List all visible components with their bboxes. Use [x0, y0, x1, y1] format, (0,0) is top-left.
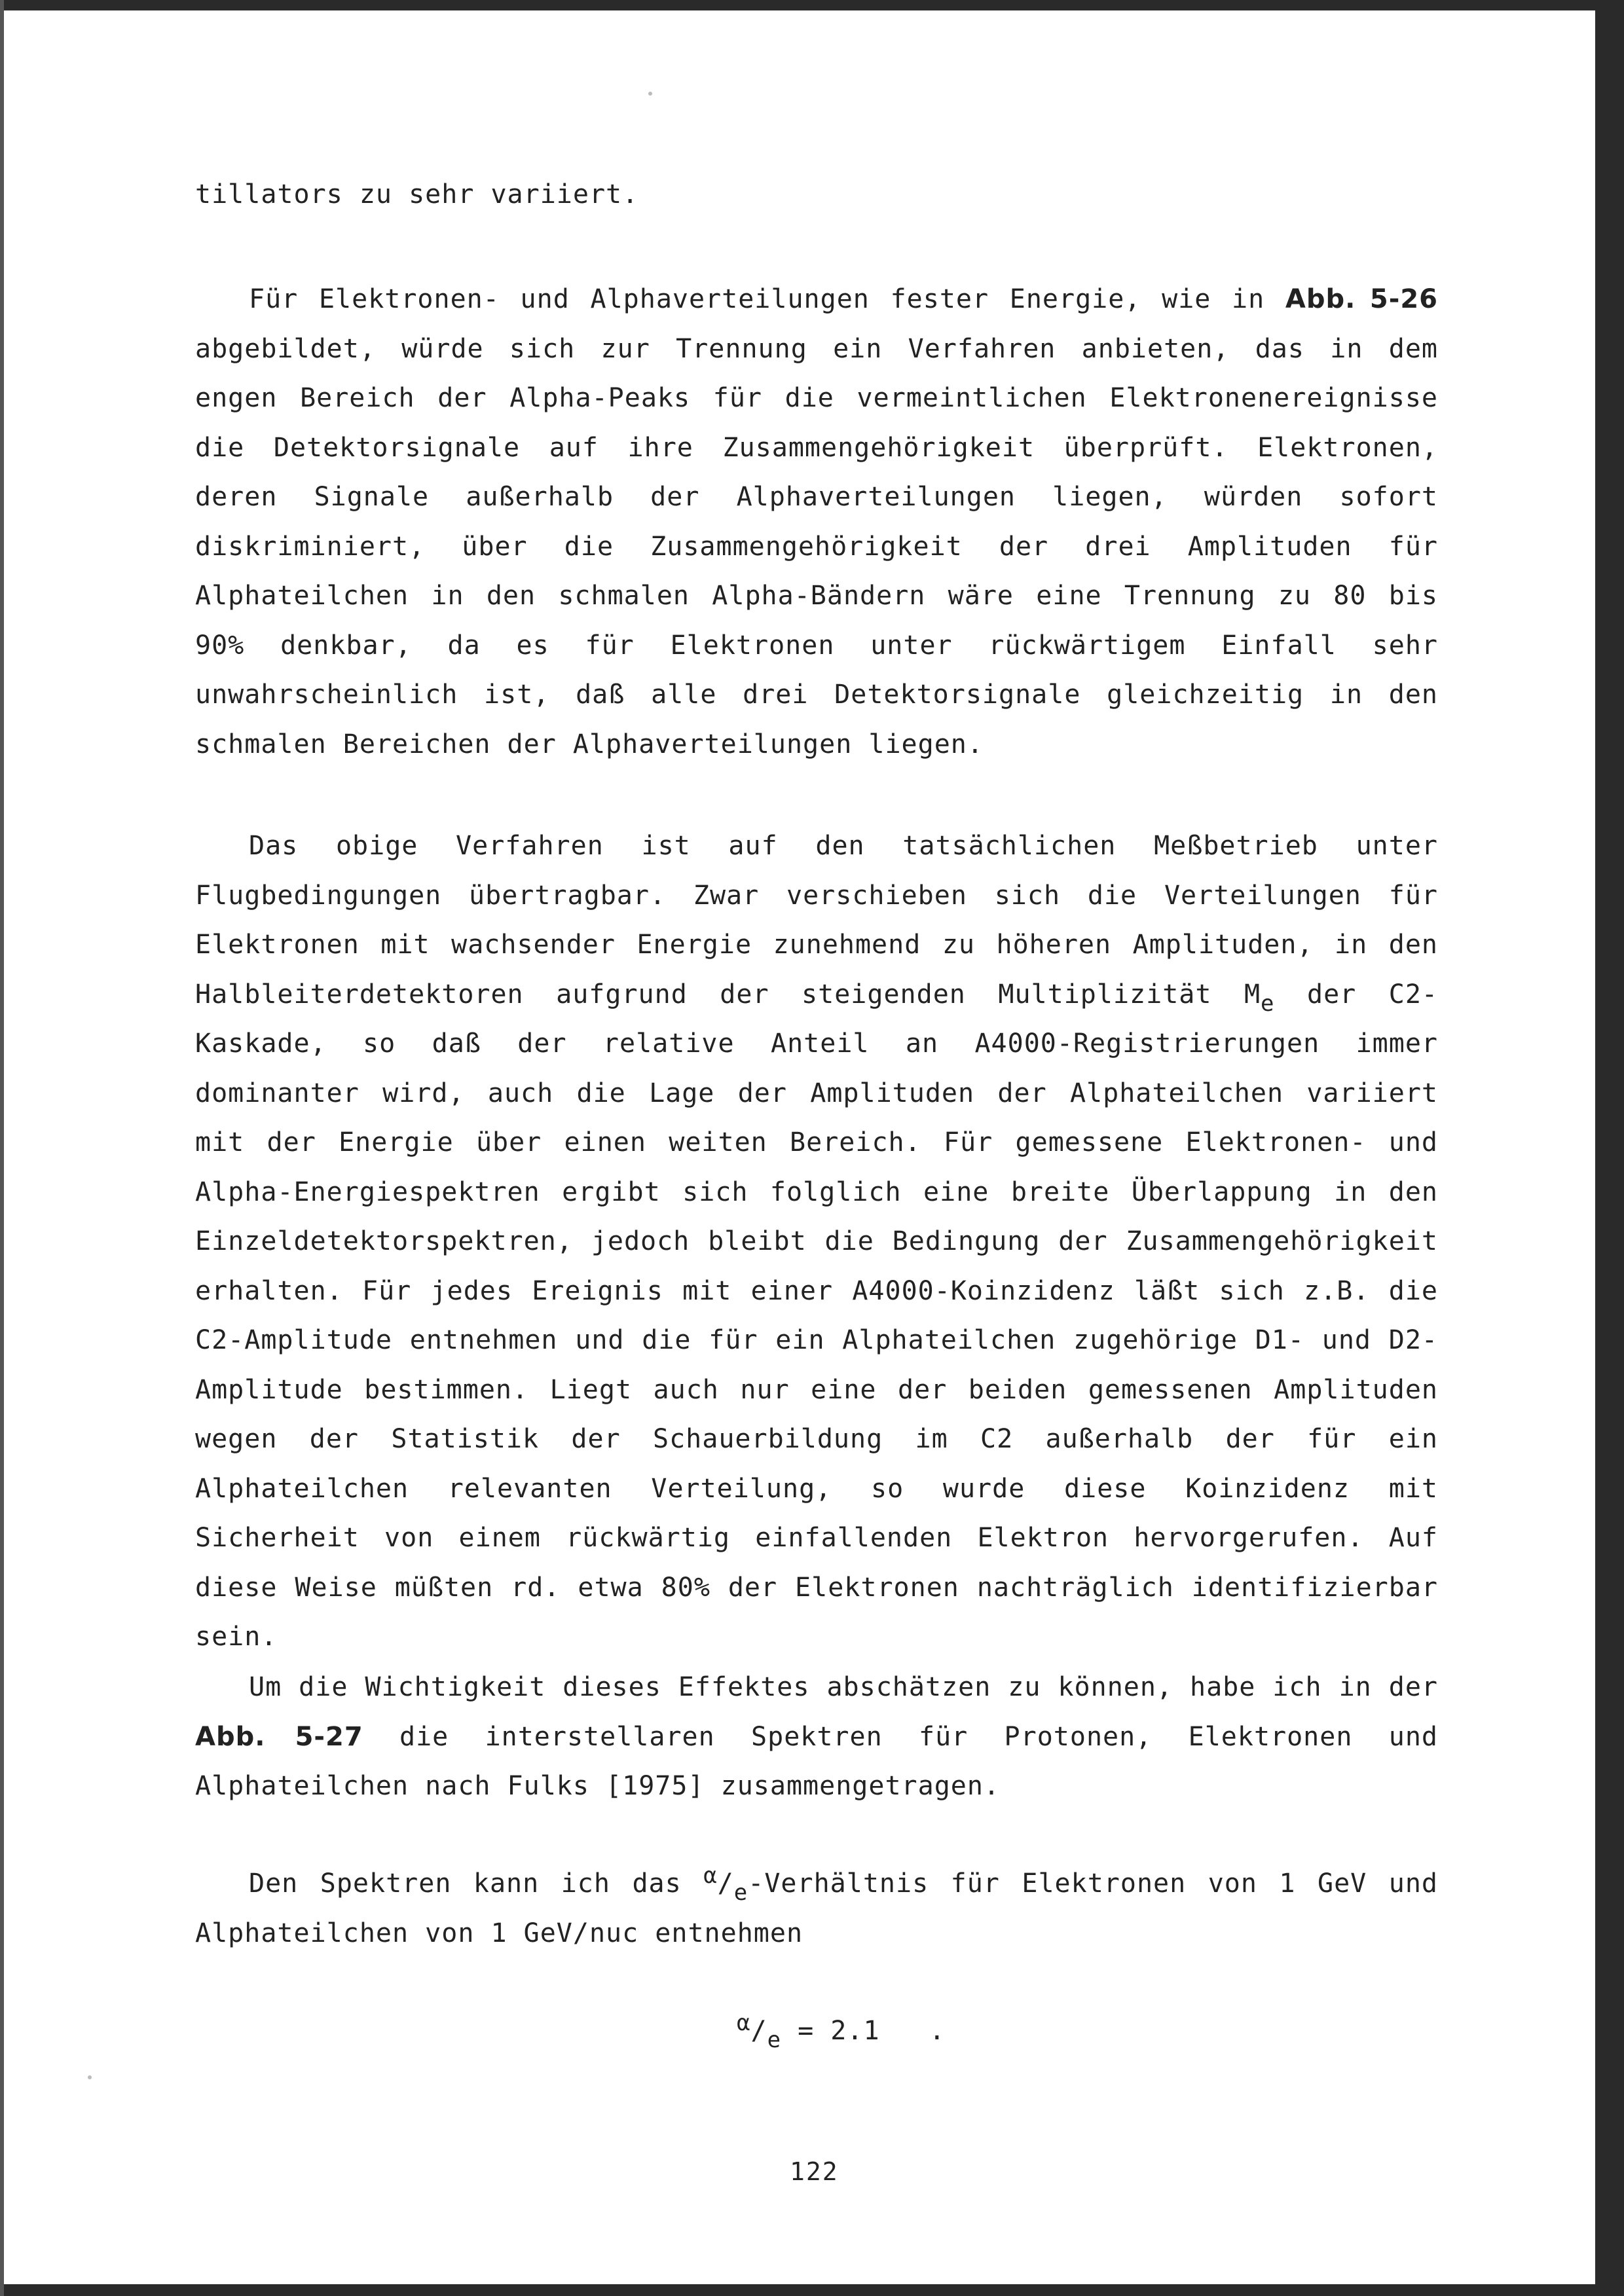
- scan-speck: [648, 92, 652, 96]
- equation: [737, 2007, 946, 2056]
- scan-border-left: [0, 0, 4, 2296]
- paragraph-text: abgebildet, würde sich zur Trennung ein Verfahren anbieten, das in dem engen Bereich der Alpha-Peaks für die vermeintlichen Elektronenereignisse die Detektorsignale auf ihre Zusammengehörigkeit überprüft. Elektronen, deren Signale außerhalb der Alphaverteilungen liegen, würden sofort diskriminiert, über die Zusammengehörigkeit der drei Amplituden für Alphateilchen in den schmalen Alpha-Bändern wäre eine Trennung zu 80 bis 90% denkbar, da es für Elektronen unter rückwärtigem Einfall sehr unwahrscheinlich ist, daß alle drei Detektorsignale gleichzeitig in den schmalen Bereichen der Alphaverteilungen liegen.: [195, 333, 1438, 759]
- paragraph-text: der C2-Kaskade, so daß der relative Anteil an A4000-Registrierungen immer dominanter wird, auch die Lage der Amplituden der Alphateilchen variiert mit der Energie über einen weiten Bereich. Für gemessene Elektronen- und Alpha-Energiespektren ergibt sich folglich eine breite Überlappung in den Einzeldetektorspektren, jedoch bleibt die Bedingung der Zusammengehörigkeit erhalten. Für jedes Ereignis mit einer A4000-Koinzidenz läßt sich z.B. die C2-Amplitude entnehmen und die für ein Alphateilchen zugehörige D1- und D2-Amplitude bestimmen. Liegt auch nur eine der beiden gemessenen Amplituden wegen der Statistik der Schauerbildung im C2 außerhalb der für ein Alphateilchen relevanten Verteilung, so wurde diese Koinzidenz mit Sicherheit von einem rückwärtig einfallenden Elektron hervorgerufen. Auf diese Weise müßten rd. etwa 80% der Elektronen nachträglich identifizierbar sein.: [195, 979, 1439, 1652]
- page-number: 122: [790, 2157, 839, 2186]
- paragraph-flight-conditions: [195, 822, 1438, 1662]
- equation-value: = 2.1 .: [781, 2016, 946, 2046]
- paragraph-spectra: [195, 1663, 1438, 1812]
- paragraph-text: -Verhältnis für Elektronen von 1 GeV und Alphateilchen von 1 GeV/nuc entnehmen: [195, 1868, 1438, 1948]
- fraction-slash: /: [750, 2016, 767, 2046]
- paragraph-ratio: [195, 1859, 1438, 1958]
- subscript-e: e: [733, 1880, 748, 1906]
- paragraph-continuation: [195, 170, 1438, 220]
- paragraph-separation-method: [195, 275, 1438, 769]
- scan-border-bottom: [0, 2284, 1624, 2296]
- fraction-slash: /: [717, 1868, 734, 1899]
- scan-speck: [88, 2075, 92, 2079]
- paragraph-text: Das obige Verfahren ist auf den tatsächlichen Meßbetrieb unter Flugbedingungen übertragbar. Zwar verschieben sich die Verteilungen für Elektronen mit wachsender Energie zunehmend zu höheren Amplituden, in den Halbleiterdetektoren aufgrund der steigenden Multiplizität M: [195, 831, 1438, 1010]
- paragraph-text: Den Spektren kann ich das: [249, 1868, 704, 1899]
- superscript-alpha: α: [703, 1863, 718, 1889]
- paragraph-text: die interstellaren Spektren für Protonen, Elektronen und Alphateilchen nach Fulks [1975] zusammengetragen.: [195, 1721, 1438, 1801]
- paragraph-text: tillators zu sehr variiert.: [195, 179, 639, 210]
- subscript: e: [1261, 990, 1275, 1017]
- superscript-alpha: α: [737, 2010, 751, 2036]
- figure-reference: Abb. 5-26: [1285, 284, 1438, 314]
- scan-border-right: [1595, 0, 1624, 2296]
- paragraph-text: Für Elektronen- und Alphaverteilungen fester Energie, wie in: [249, 284, 1285, 314]
- paragraph-text: Um die Wichtigkeit dieses Effektes abschätzen zu können, habe ich in der: [249, 1672, 1438, 1702]
- figure-reference: Abb. 5-27: [195, 1721, 363, 1752]
- scan-border-top: [0, 0, 1624, 10]
- subscript-e: e: [767, 2027, 782, 2053]
